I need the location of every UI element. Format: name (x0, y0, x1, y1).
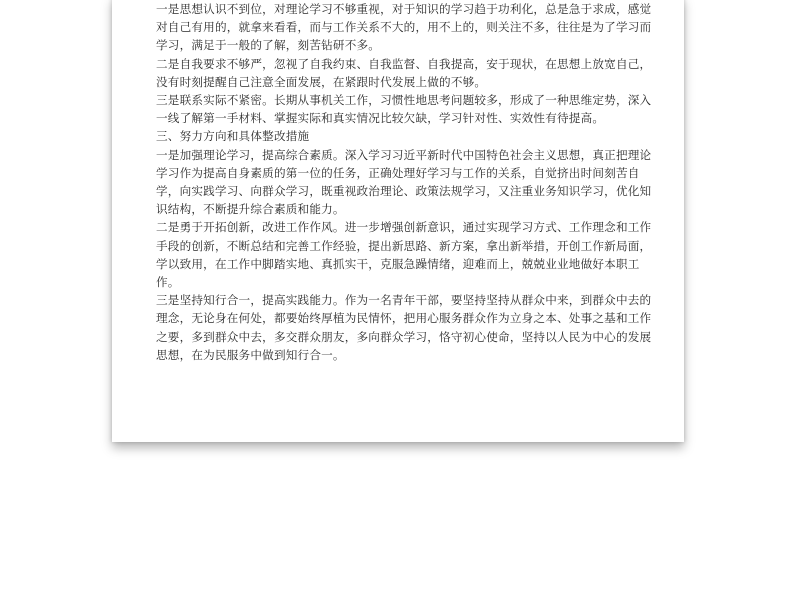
paragraph-measure-3: 三是坚持知行合一，提高实践能力。作为一名青年干部，要坚持坚持从群众中来，到群众中去的理念，无论身在何处，都要始终厚植为民情怀，把用心服务群众作为立身之本、处事之基和工作之要，多到群众中去，多交群众朋友，多向群众学习，恪守初心使命，坚持以人民为中心的发展思想，在为民服务中做到知行合一。 (156, 293, 652, 362)
section-heading-measures: 三、努力方向和具体整改措施 (156, 129, 310, 144)
paragraph-measure-1: 一是加强理论学习，提高综合素质。深入学习习近平新时代中国特色社会主义思想，真正把理论学习作为提高自身素质的第一位的任务，正确处理好学习与工作的关系，自觉挤出时间刻苦自学，向实践学习、向群众学习，既重视政治理论、政策法规学习，又注重业务知识学习，优化知识结构，不断提升综合素质和能力。 (156, 147, 652, 217)
document-page (112, 0, 684, 442)
document-body (156, 0, 656, 364)
paragraph-problem-1: 一是思想认识不到位，对理论学习不够重视，对于知识的学习趋于功利化，总是急于求成，感觉对自己有用的，就拿来看看，而与工作关系不大的，用不上的，则关注不多，往往是为了学习而学习，满足于一般的了解，刻苦钻研不多。 (156, 2, 652, 53)
paragraph-problem-3: 三是联系实际不紧密。长期从事机关工作，习惯性地思考问题较多，形成了一种思维定势，深入一线了解第一手材料、掌握实际和真实情况比较欠缺，学习针对性、实效性有待提高。 (156, 93, 652, 126)
paragraph-problem-2: 二是自我要求不够严，忽视了自我约束、自我监督、自我提高，安于现状，在思想上放宽自己，没有时刻提醒自己注意全面发展，在紧跟时代发展上做的不够。 (156, 56, 652, 89)
paragraph-measure-2: 二是勇于开拓创新，改进工作作风。进一步增强创新意识，通过实现学习方式、工作理念和工作手段的创新，不断总结和完善工作经验，提出新思路、新方案，拿出新举措，开创工作新局面，学以致用，在工作中脚踏实地、真抓实干，克服急躁情绪，迎难而上，兢兢业业地做好本职工作。 (156, 220, 652, 290)
